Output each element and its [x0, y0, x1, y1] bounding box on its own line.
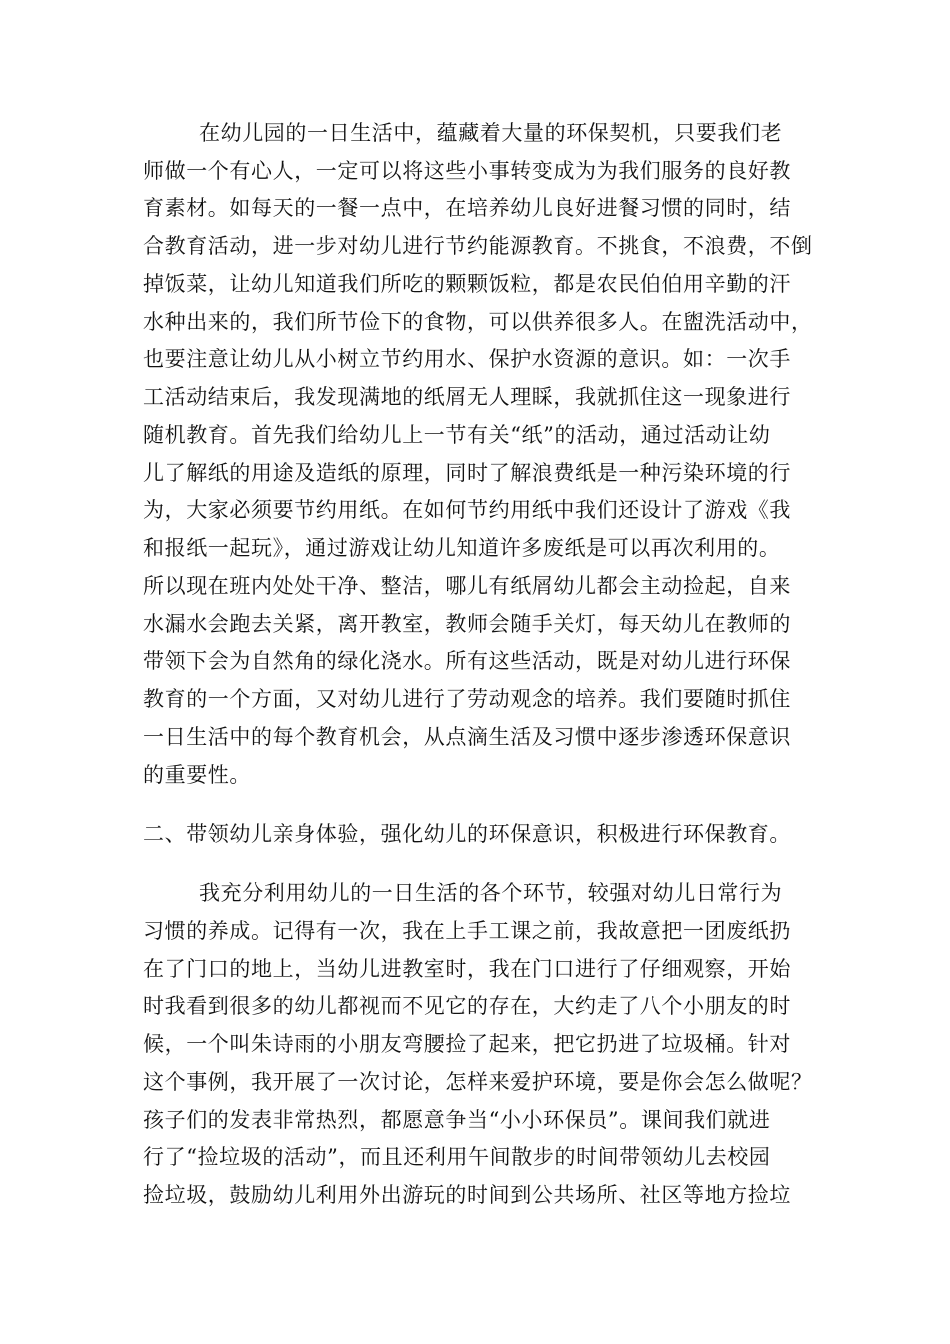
- section-heading: 二、带领幼儿亲身体验，强化幼儿的环保意识，积极进行环保教育。: [143, 822, 791, 846]
- paragraph-1-line: 在幼儿园的一日生活中，蕴藏着大量的环保契机，只要我们老: [199, 121, 783, 145]
- paragraph-1-line: 儿了解纸的用途及造纸的原理，同时了解浪费纸是一种污染环境的行: [143, 461, 791, 485]
- paragraph-1-line: 掉饭菜，让幼儿知道我们所吃的颗颗饭粒，都是农民伯伯用辛勤的汗: [143, 272, 791, 296]
- paragraph-2-line: 孩子们的发表非常热烈，都愿意争当“小小环保员”。课间我们就进: [143, 1108, 771, 1132]
- paragraph-2-line: 我充分利用幼儿的一日生活的各个环节，较强对幼儿日常行为: [199, 881, 783, 905]
- paragraph-1-line: 工活动结束后，我发现满地的纸屑无人理睬，我就抓住这一现象进行: [143, 385, 791, 409]
- paragraph-1-line: 也要注意让幼儿从小树立节约用水、保护水资源的意识。如：一次手: [143, 347, 791, 371]
- paragraph-1-line: 为，大家必须要节约用纸。在如何节约用纸中我们还设计了游戏《我: [143, 498, 791, 522]
- paragraph-1-line: 师做一个有心人，一定可以将这些小事转变成为为我们服务的良好教: [143, 159, 791, 183]
- paragraph-1-line: 合教育活动，进一步对幼儿进行节约能源教育。不挑食，不浪费，不倒: [143, 234, 813, 258]
- paragraph-1-line: 一日生活中的每个教育机会，从点滴生活及习惯中逐步渗透环保意识: [143, 725, 791, 749]
- paragraph-1-line: 所以现在班内处处干净、整洁，哪儿有纸屑幼儿都会主动捡起，自来: [143, 574, 791, 598]
- paragraph-2-line: 捡垃圾，鼓励幼儿利用外出游玩的时间到公共场所、社区等地方捡垃: [143, 1183, 791, 1207]
- paragraph-1-line: 育素材。如每天的一餐一点中，在培养幼儿良好进餐习惯的同时，结: [143, 196, 791, 220]
- paragraph-2-line: 习惯的养成。记得有一次，我在上手工课之前，我故意把一团废纸扔: [143, 919, 791, 943]
- paragraph-1-line: 带领下会为自然角的绿化浇水。所有这些活动，既是对幼儿进行环保: [143, 649, 791, 673]
- paragraph-2-line: 候，一个叫朱诗雨的小朋友弯腰捡了起来，把它扔进了垃圾桶。针对: [143, 1032, 791, 1056]
- paragraph-2-line: 时我看到很多的幼儿都视而不见它的存在，大约走了八个小朋友的时: [143, 994, 791, 1018]
- paragraph-2-line: 行了“捡垃圾的活动”，而且还利用午间散步的时间带领幼儿去校园: [143, 1145, 771, 1169]
- paragraph-1-line: 和报纸一起玩》，通过游戏让幼儿知道许多废纸是可以再次利用的。: [143, 536, 781, 560]
- paragraph-1-line: 水漏水会跑去关紧，离开教室，教师会随手关灯，每天幼儿在教师的: [143, 612, 791, 636]
- paragraph-1-line: 随机教育。首先我们给幼儿上一节有关“纸”的活动，通过活动让幼: [143, 423, 771, 447]
- paragraph-1-line: 的重要性。: [143, 763, 251, 787]
- paragraph-1-line: 教育的一个方面，又对幼儿进行了劳动观念的培养。我们要随时抓住: [143, 687, 791, 711]
- paragraph-2-line: 这个事例，我开展了一次讨论，怎样来爱护环境，要是你会怎么做呢？: [143, 1070, 813, 1094]
- paragraph-2-line: 在了门口的地上，当幼儿进教室时，我在门口进行了仔细观察，开始: [143, 957, 791, 981]
- paragraph-1-line: 水种出来的，我们所节俭下的食物，可以供养很多人。在盥洗活动中，: [143, 310, 813, 334]
